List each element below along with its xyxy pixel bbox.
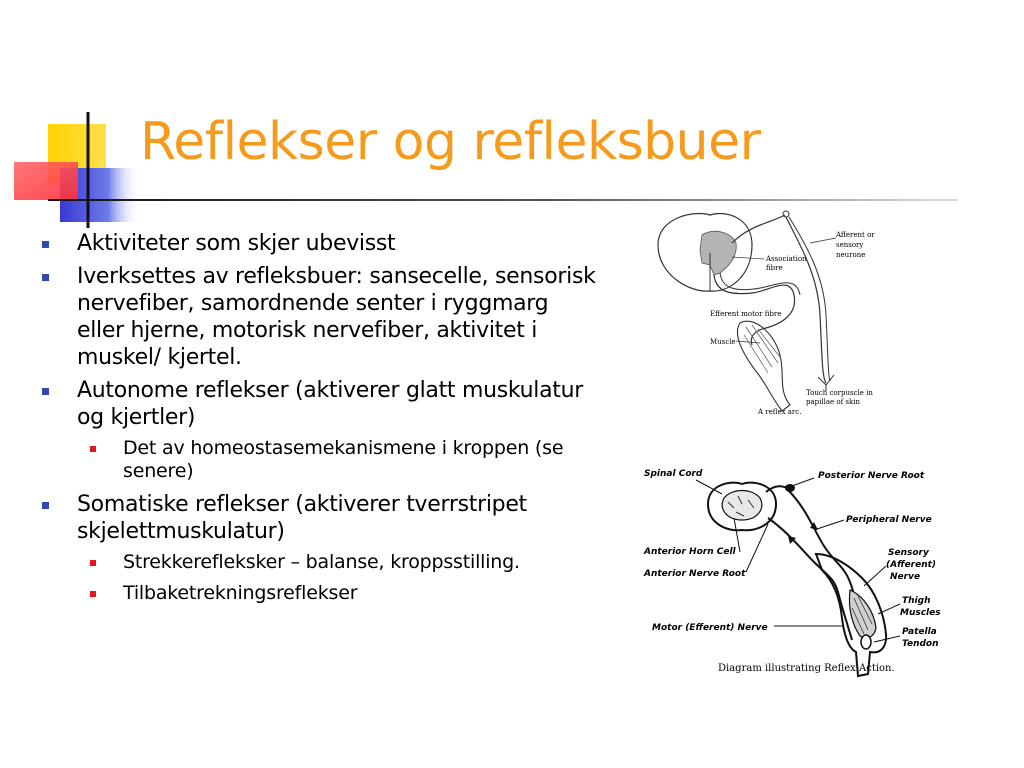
- bullet-list: [40, 230, 600, 613]
- label-spinal-cord: Spinal Cord: [644, 469, 703, 479]
- label-association-2: fibre: [766, 264, 783, 272]
- bullet-text: Aktiviteter som skjer ubevisst: [77, 231, 396, 256]
- sub-bullet-text: Strekkerefleksker – balanse, kroppsstilling.: [123, 551, 520, 573]
- bullet-item: [40, 491, 600, 605]
- figure-caption: A reflex arc.: [758, 408, 802, 416]
- label-efferent: Efferent motor fibre: [710, 310, 782, 318]
- label-sensory-1: Sensory: [888, 548, 929, 558]
- label-touch-2: papillae of skin: [806, 398, 861, 406]
- sub-bullet-text: Tilbaketrekningsreflekser: [123, 582, 358, 604]
- label-afferent-3: neurone: [836, 251, 866, 259]
- label-association-1: Association: [766, 255, 807, 263]
- bullet-item: [40, 377, 600, 483]
- sub-bullet-item: [77, 437, 600, 483]
- label-anterior-root: Anterior Nerve Root: [644, 569, 746, 579]
- label-thigh-2: Muscles: [900, 608, 941, 618]
- bullet-text: Autonome reflekser (aktiverer glatt muskulatur og kjertler): [77, 378, 583, 430]
- label-patella-2: Tendon: [902, 639, 939, 649]
- label-afferent-1: Afferent or: [836, 231, 875, 239]
- reflex-action-figure: [638, 458, 958, 683]
- grey-matter-shape: [700, 231, 736, 275]
- bullet-text: Iverksettes av refleksbuer: sansecelle, sensorisk nervefiber, samordnende senter i ryggmarg eller hjerne, motorisk nervefiber, aktivitet i muskel/ kjertel.: [77, 264, 596, 370]
- sub-bullet-list: [77, 551, 600, 605]
- sub-bullet-item: [77, 582, 600, 605]
- sub-bullet-list: [77, 437, 600, 483]
- figure-caption: Diagram illustrating Reflex Action.: [718, 663, 895, 674]
- reflex-arc-figure: [640, 205, 905, 430]
- label-motor: Motor (Efferent) Nerve: [652, 623, 768, 633]
- label-sensory-3: Nerve: [890, 572, 921, 582]
- title-divider: [48, 199, 958, 201]
- bullet-text: Somatiske reflekser (aktiverer tverrstripet skjelettmuskulatur): [77, 492, 527, 544]
- label-patella-1: Patella: [902, 627, 937, 637]
- label-thigh-1: Thigh: [902, 596, 931, 606]
- label-peripheral: Peripheral Nerve: [846, 515, 932, 525]
- corner-decoration: [0, 0, 160, 240]
- slide-title: Reflekser og refleksbuer: [140, 112, 761, 172]
- bullet-item: [40, 263, 600, 371]
- bullet-item: [40, 230, 600, 257]
- label-sensory-2: (Afferent): [886, 560, 937, 570]
- label-afferent-2: sensory: [836, 241, 864, 249]
- sub-bullet-text: Det av homeostasemekanismene i kroppen (se senere): [123, 437, 564, 482]
- label-touch-1: Touch corpuscle in: [806, 389, 873, 397]
- label-muscle: Muscle: [710, 338, 736, 346]
- label-posterior-root: Posterior Nerve Root: [818, 471, 925, 481]
- sub-bullet-item: [77, 551, 600, 574]
- label-anterior-horn: Anterior Horn Cell: [644, 547, 736, 557]
